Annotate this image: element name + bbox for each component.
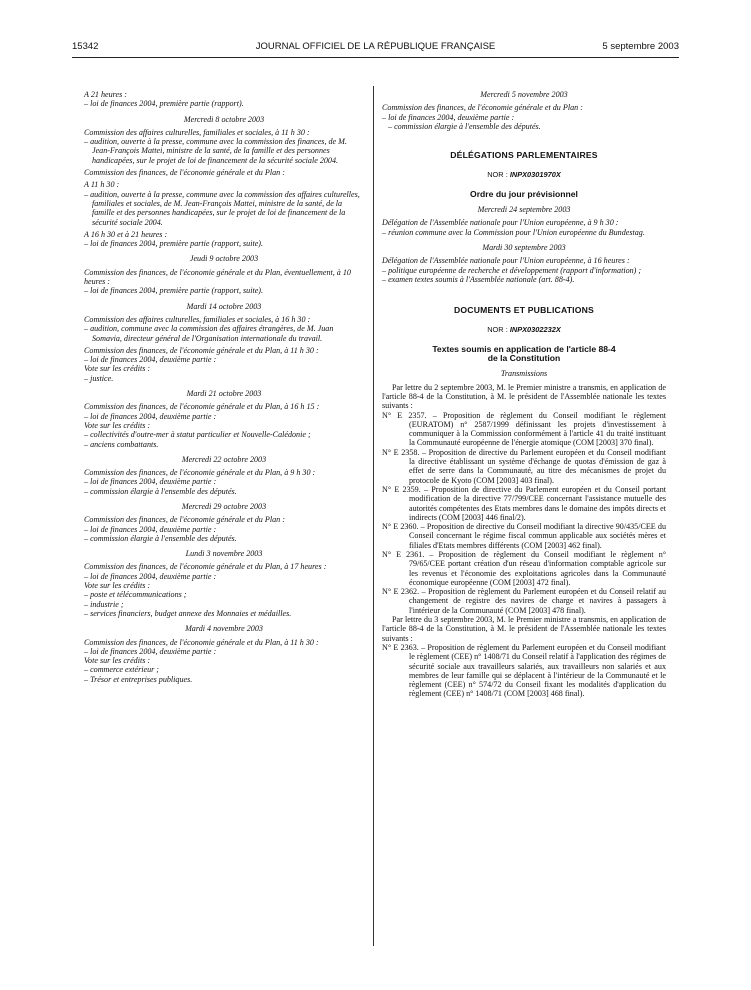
agenda-block xyxy=(84,346,364,383)
block-heading: Délégation de l'Assemblée nationale pour l'Union européenne, à 16 heures : xyxy=(382,256,630,266)
block-heading: A 16 h 30 et à 21 heures : xyxy=(84,229,168,239)
agenda-block xyxy=(84,315,364,343)
agenda-item: Vote sur les crédits : xyxy=(84,364,151,374)
agenda-block xyxy=(84,402,364,448)
block-heading: A 11 h 30 : xyxy=(84,180,120,190)
left-column xyxy=(84,90,364,687)
document-entry: N° E 2362. – Proposition de règlement du Parlement européen et du Conseil relatif au changement de registre des navires de charge et navires à passagers à l'intérieur de la Communauté (COM [2003] 478 final). xyxy=(382,587,666,615)
day-title: Mercredi 8 octobre 2003 xyxy=(183,114,265,124)
block-heading: A 21 heures : xyxy=(84,90,127,99)
block-heading: Commission des finances, de l'économie générale et du Plan, à 16 h 15 : xyxy=(84,402,320,412)
agenda-block xyxy=(84,180,364,226)
agenda-block xyxy=(84,168,364,177)
block-heading: Commission des finances, de l'économie générale et du Plan : xyxy=(84,515,285,525)
agenda-item: – loi de finances 2004, deuxième partie : xyxy=(84,411,217,421)
document-entry: N° E 2360. – Proposition de directive du Conseil modifiant la directive 90/435/CEE du Conseil concernant le régime fiscal commun applicable aux sociétés mères et filiales d'Etats membres différents (COM [2003] 462 final). xyxy=(382,522,666,550)
agenda-item: – commission élargie à l'ensemble des députés. xyxy=(84,486,237,496)
page-number: 15342 xyxy=(72,41,99,52)
day-title: Mardi 21 octobre 2003 xyxy=(186,389,262,399)
day-block xyxy=(84,624,364,684)
agenda-block xyxy=(84,230,364,249)
agenda-block xyxy=(84,128,364,165)
journal-title: JOURNAL OFFICIEL DE LA RÉPUBLIQUE FRANÇAISE xyxy=(255,41,496,52)
block-heading: Commission des finances, de l'économie générale et du Plan, à 11 h 30 : xyxy=(84,637,319,647)
agenda-item: – loi de finances 2004, deuxième partie : xyxy=(84,355,217,365)
agenda-item: – loi de finances 2004, deuxième partie : xyxy=(84,646,217,656)
block-heading: Commission des finances, de l'économie générale et du Plan : xyxy=(84,168,285,178)
transmission-letter: Par lettre du 2 septembre 2003, M. le Premier ministre a transmis, en application de l'article 88-4 de la Constitution, à M. le président de l'Assemblée nationale les textes suivants : xyxy=(382,382,666,411)
nor-reference: NOR : INPX0301970X xyxy=(487,170,561,180)
block-heading: Commission des finances, de l'économie générale et du Plan, éventuellement, à 10 heures : xyxy=(84,267,351,287)
agenda-block xyxy=(84,562,364,618)
day-title: Jeudi 9 octobre 2003 xyxy=(189,254,259,264)
right-column xyxy=(382,90,666,699)
agenda-block xyxy=(84,90,364,109)
nor-reference: NOR : INPX0302232X xyxy=(487,325,561,335)
agenda-item: – loi de finances 2004, première partie (rapport, suite). xyxy=(84,239,264,249)
agenda-item: Vote sur les crédits : xyxy=(84,581,151,591)
agenda-item: Vote sur les crédits : xyxy=(84,656,151,666)
document-entry: N° E 2358. – Proposition de directive du Parlement européen et du Conseil modifiant la directive établissant un système d'échange de quotas d'émission de gaz à effet de serre dans la Communauté, au titre des mécanismes de projet du protocole de Kyoto (COM [2003] 403 final). xyxy=(382,447,666,485)
day-block xyxy=(382,243,666,284)
document-list xyxy=(382,643,666,699)
agenda-item: – anciens combattants. xyxy=(84,439,159,449)
page-header xyxy=(72,41,679,55)
day-title: Mercredi 29 octobre 2003 xyxy=(181,501,267,511)
document-entry: N° E 2361. – Proposition de règlement du Conseil modifiant le règlement n° 79/65/CEE portant création d'un réseau d'information comptable agricole sur les revenus et l'économie des exploitations agricoles dans la Communauté économique européenne (COM [2003] 472 final). xyxy=(382,549,666,587)
agenda-item: – réunion commune avec la Commission pour l'Union européenne du Bundestag. xyxy=(382,227,645,237)
agenda-item: – loi de finances 2004, deuxième partie : xyxy=(84,524,217,534)
block-heading: Commission des affaires culturelles, familiales et sociales, à 11 h 30 : xyxy=(84,127,310,137)
block-heading: Commission des finances, de l'économie générale et du Plan, à 17 heures : xyxy=(84,562,327,572)
agenda-item: – poste et télécommunications ; xyxy=(84,590,187,600)
day-block xyxy=(84,302,364,383)
day-block xyxy=(84,549,364,618)
document-entry: N° E 2357. – Proposition de règlement du Conseil modifiant le règlement (EURATOM) n° 2587/1999 définissant les projets d'investissement à communiquer à la Commission conformément à l'article 41 du traité instituant la Communauté européenne de l'énergie atomique (COM [2003] 370 final). xyxy=(382,410,666,448)
block-heading: Commission des finances, de l'économie générale et du Plan, à 11 h 30 : xyxy=(84,345,319,355)
agenda-item: – examen textes soumis à l'Assemblée nationale (art. 88-4). xyxy=(382,274,575,284)
agenda-item: – services financiers, budget annexe des Monnaies et médailles. xyxy=(84,608,292,618)
day-title: Mardi 14 octobre 2003 xyxy=(186,301,262,311)
agenda-item: Vote sur les crédits : xyxy=(84,420,151,430)
column-divider xyxy=(373,86,374,946)
day-block xyxy=(84,389,364,449)
day-block xyxy=(84,115,364,249)
day-block xyxy=(382,90,666,131)
agenda-item: – Trésor et entreprises publiques. xyxy=(84,674,193,684)
block-heading: Commission des finances, de l'économie générale et du Plan : xyxy=(382,103,583,113)
agenda-item: – loi de finances 2004, deuxième partie : xyxy=(382,112,515,122)
agenda-item: – audition, ouverte à la presse, commune avec la commission des affaires culturelles, familiales et sociales, de M. Jean-François Mattei, ministre de la santé, de la famille et des personnes handicapées, sur le projet de loi de financement de la sécurité sociale 2004. xyxy=(84,189,360,227)
agenda-block xyxy=(84,468,364,496)
agenda-item: – commission élargie à l'ensemble des députés. xyxy=(84,533,237,543)
day-title: Mercredi 5 novembre 2003 xyxy=(480,90,568,99)
agenda-item: – justice. xyxy=(84,373,114,383)
agenda-block xyxy=(84,638,364,684)
day-block xyxy=(382,205,666,237)
agenda-item: – politique européenne de recherche et développement (rapport d'information) ; xyxy=(382,265,642,275)
agenda-item: – loi de finances 2004, deuxième partie : xyxy=(84,477,217,487)
agenda-item: – audition, ouverte à la presse, commune avec la commission des finances, de M. Jean-François Mattei, ministre de la santé, de la famille et des personnes handicapées, sur le projet de loi de financement de la sécurité sociale 2004. xyxy=(84,137,347,165)
document-entry: N° E 2359. – Proposition de directive du Parlement européen et du Conseil portant modification de la directive 77/799/CEE concernant l'assistance mutuelle des autorités compétentes des Etats membres dans le domaine des impôts directs et indirects (COM [2003] 446 final/2). xyxy=(382,484,666,522)
delegation-days xyxy=(382,205,666,284)
subsection-title: Ordre du jour prévisionnel xyxy=(470,188,578,199)
agenda-item: – loi de finances 2004, deuxième partie : xyxy=(84,571,217,581)
day-block xyxy=(84,254,364,295)
agenda-item: – commerce extérieur ; xyxy=(84,665,159,675)
header-rule xyxy=(72,57,679,58)
agenda-block xyxy=(84,515,364,543)
agenda-item: – audition, commune avec la commission des affaires étrangères, de M. Juan Somavia, directeur général de l'Organisation internationale du travail. xyxy=(84,324,334,343)
day-title: Mardi 4 novembre 2003 xyxy=(185,624,263,634)
day-title: Mercredi 24 septembre 2003 xyxy=(477,205,571,215)
document-entry: N° E 2363. – Proposition de règlement du Parlement européen et du Conseil modifiant le règlement (CEE) n° 1408/71 du Conseil relatif à l'application des régimes de sécurité sociale aux travailleurs salariés, aux travailleurs non salariés et aux membres de leur famille qui se déplacent à l'intérieur de la Communauté et le règlement (CEE) n° 574/72 du Conseil fixant les modalités d'application du règlement (CEE) n° 1408/71 (COM [2003] 468 final). xyxy=(382,642,666,699)
agenda-block xyxy=(84,268,364,296)
block-heading: Commission des affaires culturelles, familiales et sociales, à 16 h 30 : xyxy=(84,314,311,324)
agenda-item: – collectivités d'outre-mer à statut particulier et Nouvelle-Calédonie ; xyxy=(84,430,311,440)
subsection-title: Textes soumis en application de l'article 88-4 xyxy=(432,343,616,354)
agenda-item: – industrie ; xyxy=(84,599,124,609)
document-list xyxy=(382,411,666,616)
agenda-item: – commission élargie à l'ensemble des députés. xyxy=(388,121,541,131)
issue-date: 5 septembre 2003 xyxy=(602,41,679,52)
block-heading: Commission des finances, de l'économie générale et du Plan, à 9 h 30 : xyxy=(84,468,316,478)
day-block xyxy=(84,455,364,496)
day-title: Mardi 30 septembre 2003 xyxy=(482,242,566,252)
section-title: DÉLÉGATIONS PARLEMENTAIRES xyxy=(450,150,598,161)
agenda-item: – loi de finances 2004, première partie (rapport, suite). xyxy=(84,286,264,296)
day-title: Mercredi 22 octobre 2003 xyxy=(181,454,267,464)
section-title: DOCUMENTS ET PUBLICATIONS xyxy=(454,305,594,316)
transmission-letter: Par lettre du 3 septembre 2003, M. le Premier ministre a transmis, en application de l'article 88-4 de la Constitution, à M. le président de l'Assemblée nationale les textes suivants : xyxy=(382,615,666,643)
day-title: Lundi 3 novembre 2003 xyxy=(185,549,263,559)
transmissions-heading: Transmissions xyxy=(500,369,548,379)
day-block xyxy=(84,502,364,543)
agenda-item: – loi de finances 2004, première partie (rapport). xyxy=(84,99,244,109)
subsection-title: de la Constitution xyxy=(487,353,561,364)
block-heading: Délégation de l'Assemblée nationale pour l'Union européenne, à 9 h 30 : xyxy=(382,218,619,228)
